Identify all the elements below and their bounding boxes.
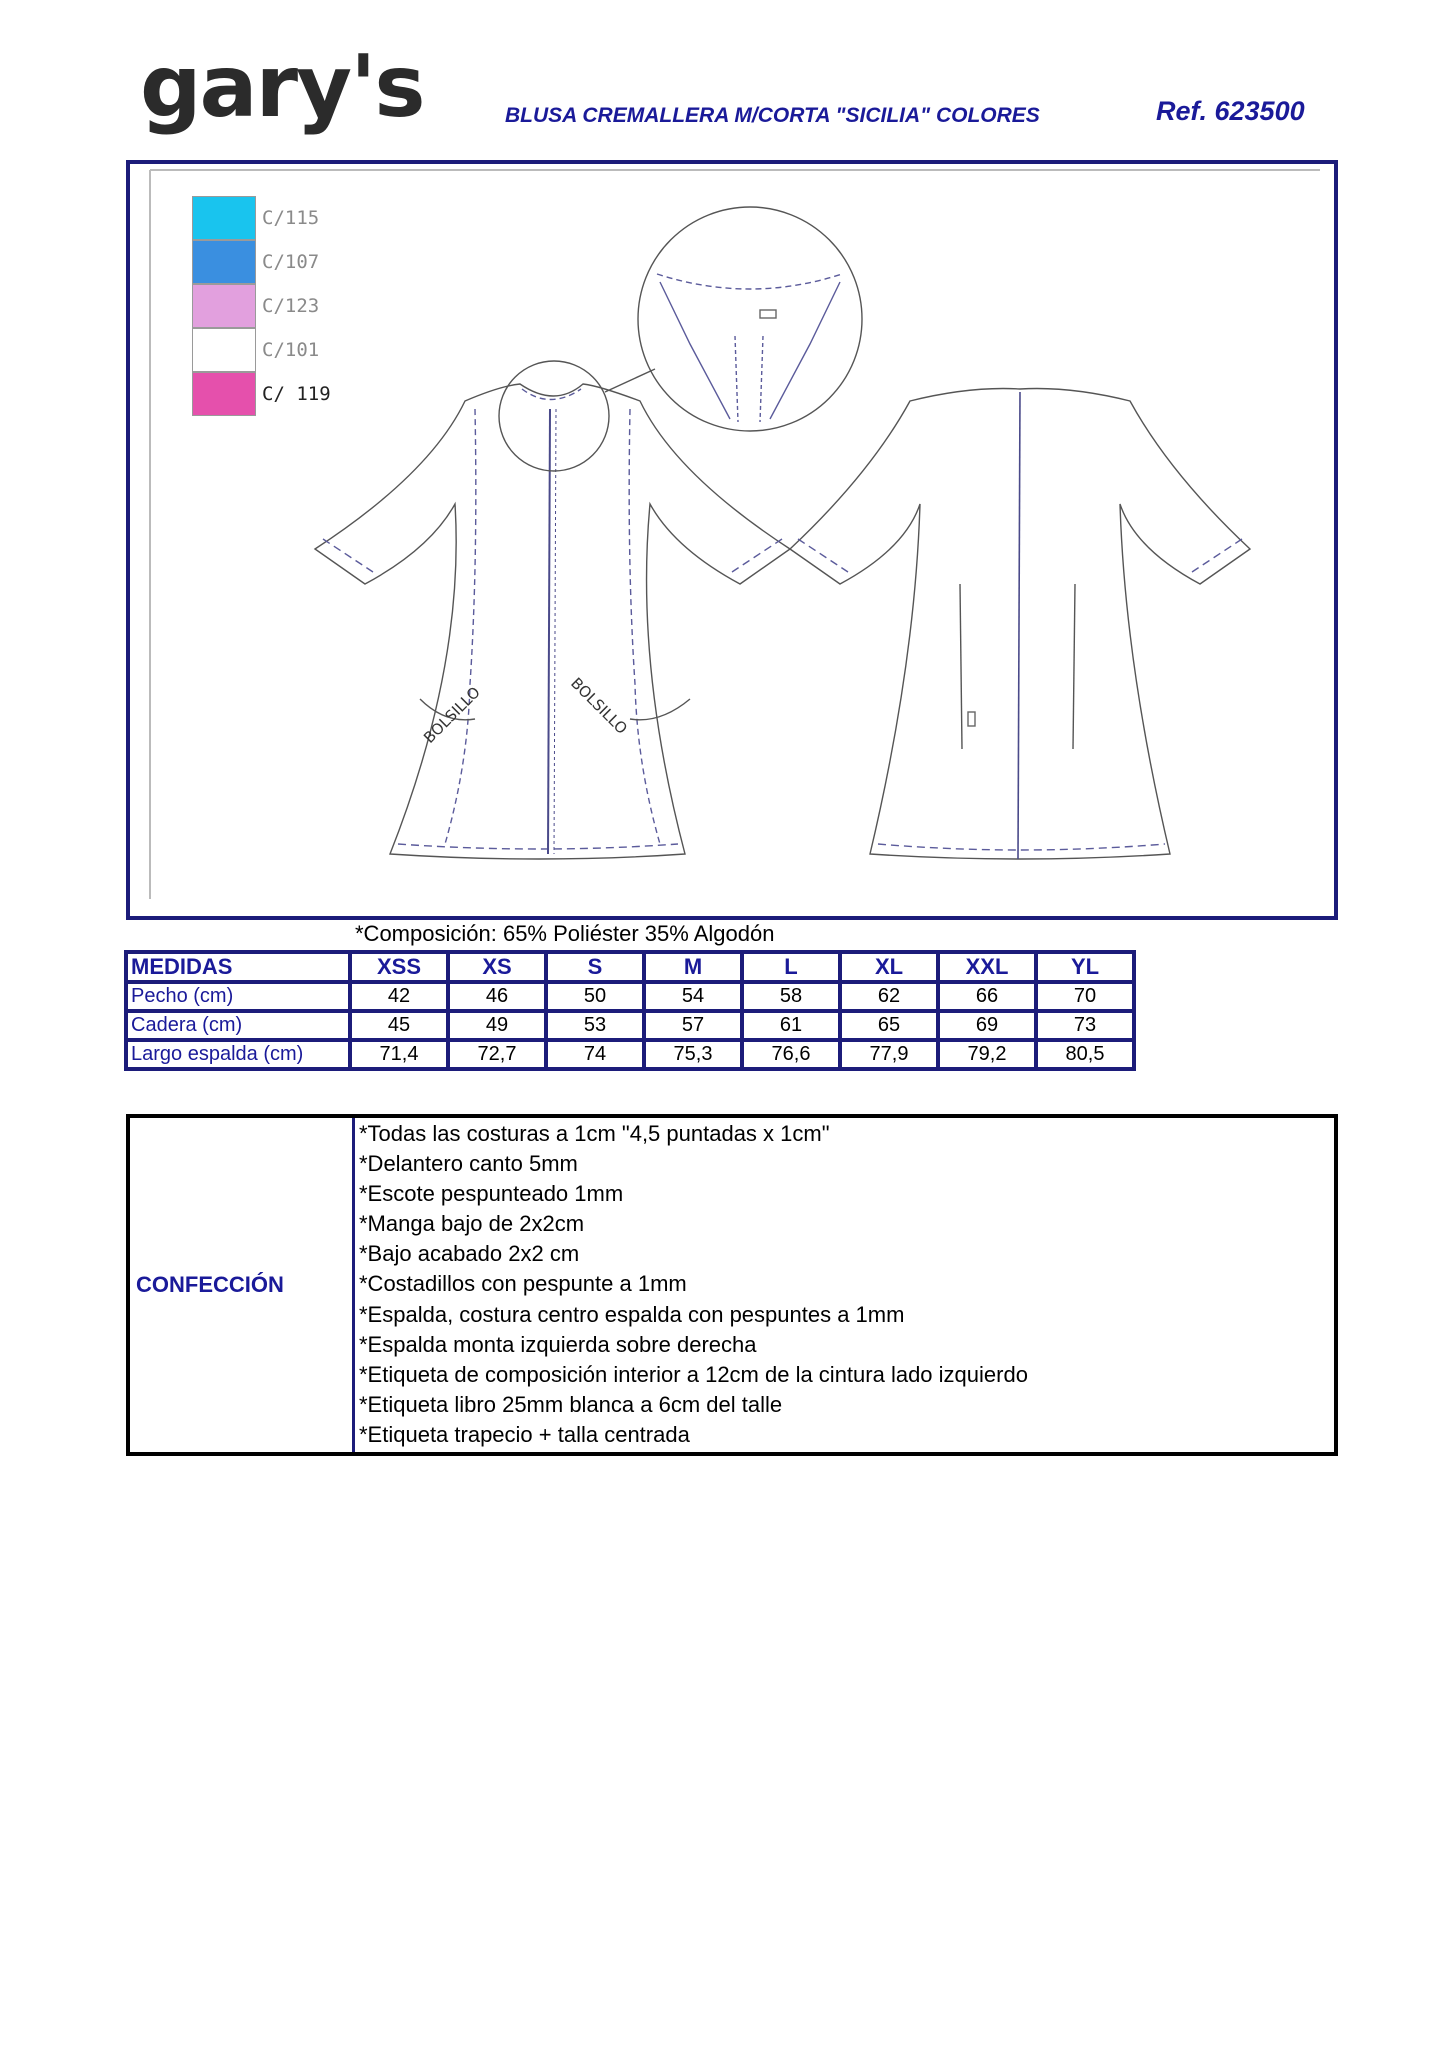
size-header: XSS (350, 952, 448, 982)
back-view (790, 389, 1250, 860)
measures-header-row (126, 952, 1134, 982)
pocket-label-right: BOLSILLO (567, 674, 631, 738)
list-item: *Etiqueta trapecio + talla centrada (359, 1421, 690, 1447)
measure-cell: 54 (644, 982, 742, 1011)
measures-header-label: MEDIDAS (126, 952, 350, 982)
measure-cell: 53 (546, 1011, 644, 1040)
measure-cell: 46 (448, 982, 546, 1011)
row-label: Cadera (cm) (126, 1011, 350, 1040)
measures-row (126, 1040, 1134, 1069)
list-item: *Bajo acabado 2x2 cm (359, 1241, 580, 1267)
size-header: XXL (938, 952, 1036, 982)
list-item: *Delantero canto 5mm (359, 1151, 578, 1177)
measure-cell: 74 (546, 1040, 644, 1069)
measure-cell: 71,4 (350, 1040, 448, 1069)
logo-wordmark: gary's (140, 52, 424, 137)
measures-row (126, 982, 1134, 1011)
size-header: XS (448, 952, 546, 982)
color-swatch-row (192, 328, 319, 372)
color-code: C/123 (262, 295, 320, 317)
color-code: C/107 (262, 251, 320, 273)
color-swatch-row (192, 196, 319, 240)
front-view (315, 384, 790, 859)
measure-cell: 69 (938, 1011, 1036, 1040)
color-swatch-row (192, 284, 319, 328)
confeccion-table (126, 1114, 1338, 1456)
product-title: BLUSA CREMALLERA M/CORTA "SICILIA" COLORES (505, 104, 1040, 127)
pocket-label-left: BOLSILLO (420, 683, 484, 747)
measure-cell: 57 (644, 1011, 742, 1040)
neckline-detail (499, 207, 862, 471)
measure-cell: 79,2 (938, 1040, 1036, 1069)
measure-cell: 42 (350, 982, 448, 1011)
color-swatch (192, 196, 256, 240)
measure-cell: 45 (350, 1011, 448, 1040)
list-item: *Etiqueta de composición interior a 12cm de la cintura lado izquierdo (359, 1361, 1028, 1387)
product-ref: Ref. 623500 (1156, 96, 1305, 126)
list-item: *Costadillos con pespunte a 1mm (359, 1271, 687, 1297)
garys-logo (140, 52, 460, 147)
measure-cell: 77,9 (840, 1040, 938, 1069)
measure-cell: 70 (1036, 982, 1134, 1011)
measures-table (124, 950, 1136, 1071)
list-item: *Espalda monta izquierda sobre derecha (359, 1331, 757, 1357)
measure-cell: 62 (840, 982, 938, 1011)
measure-cell: 58 (742, 982, 840, 1011)
color-swatch (192, 240, 256, 284)
size-header: M (644, 952, 742, 982)
color-swatch (192, 372, 256, 416)
color-swatch-row (192, 240, 319, 284)
measure-cell: 75,3 (644, 1040, 742, 1069)
size-header: L (742, 952, 840, 982)
color-swatch (192, 284, 256, 328)
color-code: C/115 (262, 207, 320, 229)
measure-cell: 65 (840, 1011, 938, 1040)
row-label: Pecho (cm) (126, 982, 350, 1011)
color-code: C/101 (262, 339, 320, 361)
list-item: *Escote pespunteado 1mm (359, 1181, 624, 1207)
size-header: XL (840, 952, 938, 982)
measure-cell: 72,7 (448, 1040, 546, 1069)
list-item: *Manga bajo de 2x2cm (359, 1211, 585, 1237)
measure-cell: 80,5 (1036, 1040, 1134, 1069)
measure-cell: 73 (1036, 1011, 1134, 1040)
size-header: S (546, 952, 644, 982)
composition-text: *Composición: 65% Poliéster 35% Algodón (355, 921, 775, 946)
measure-cell: 66 (938, 982, 1036, 1011)
color-swatch (192, 328, 256, 372)
list-item: *Espalda, costura centro espalda con pespuntes a 1mm (359, 1301, 905, 1327)
measure-cell: 49 (448, 1011, 546, 1040)
measure-cell: 50 (546, 982, 644, 1011)
row-label: Largo espalda (cm) (126, 1040, 350, 1069)
measure-cell: 76,6 (742, 1040, 840, 1069)
color-swatch-row (192, 372, 331, 416)
list-item: *Etiqueta libro 25mm blanca a 6cm del talle (359, 1391, 783, 1417)
color-code: C/ 119 (262, 383, 331, 405)
confeccion-list (355, 1118, 1334, 1452)
confeccion-label: CONFECCIÓN (130, 1118, 355, 1452)
size-header: YL (1036, 952, 1134, 982)
measures-row (126, 1011, 1134, 1040)
measure-cell: 61 (742, 1011, 840, 1040)
list-item: *Todas las costuras a 1cm "4,5 puntadas x 1cm" (359, 1121, 830, 1146)
technical-drawing-frame (126, 160, 1338, 920)
garment-technical-drawing (130, 164, 1334, 916)
